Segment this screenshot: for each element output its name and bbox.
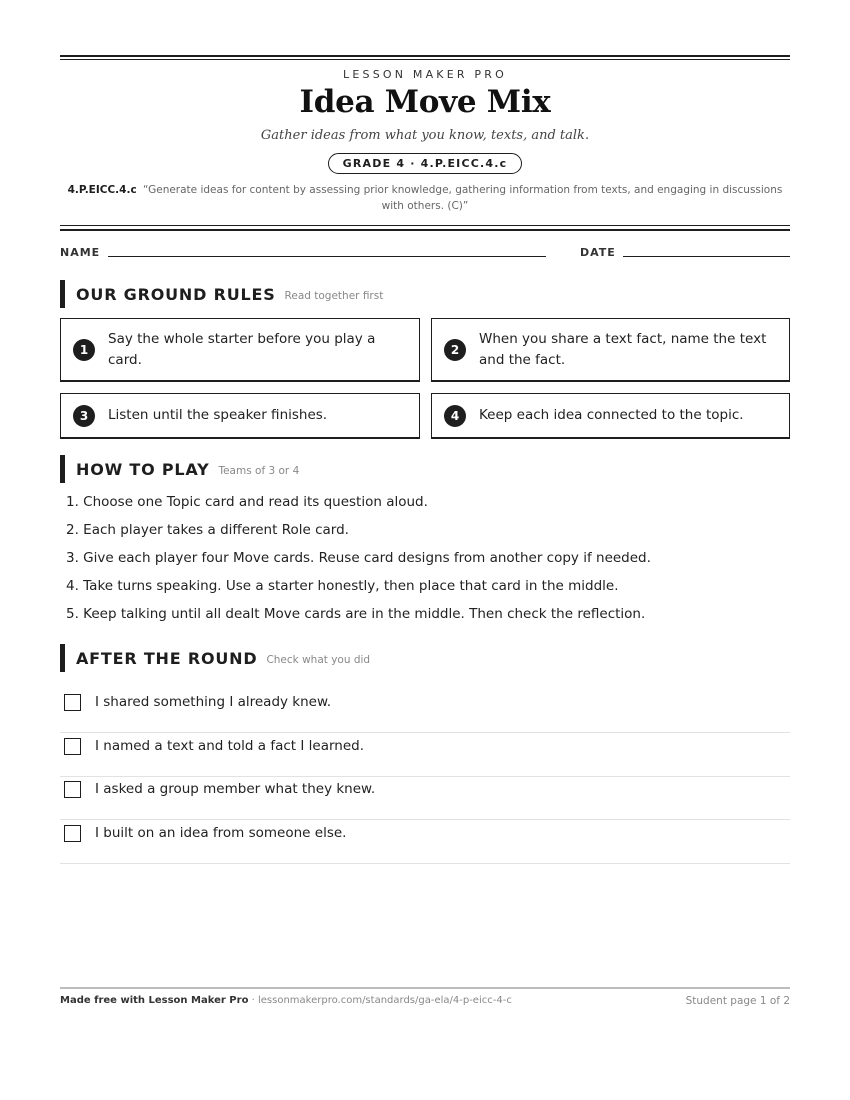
ground-rule-card [431,393,790,439]
name-field[interactable] [108,256,546,257]
ground-rule-card [60,318,420,382]
rule-number-badge: 2 [444,339,466,361]
standard-text: “Generate ideas for content by assessing prior knowledge, gathering information from texts, and engaging in discussions with others. (C)” [143,184,783,212]
reflection-item [60,821,790,864]
standard-description [60,182,790,214]
date-field[interactable] [623,256,790,257]
divider-thin [60,225,790,226]
rule-number-badge: 1 [73,339,95,361]
standard-code: 4.P.EICC.4.c [67,184,137,196]
play-step: 5. Keep talking until all dealt Move cards are in the middle. Then check the reflection. [66,606,646,622]
name-label: NAME [60,246,101,259]
reflection-text: I asked a group member what they knew. [95,781,376,797]
ground-rules-title: OUR GROUND RULES [76,284,276,304]
reflection-checkbox[interactable] [64,825,81,842]
ground-rules-subtitle: Read together first [284,289,384,302]
page-subtitle: Gather ideas from what you know, texts, and talk. [260,128,590,143]
rule-number-badge: 3 [73,405,95,427]
reflection-text: I shared something I already knew. [95,694,332,710]
divider-thick [60,229,790,231]
reflection-item [60,734,790,777]
ground-rule-card [431,318,790,382]
header-rule-thin [60,59,790,60]
ground-rules-heading [60,280,383,308]
rule-text: Say the whole starter before you play a card. [108,330,376,368]
worksheet-page [60,0,790,1100]
play-step: 4. Take turns speaking. Use a starter honestly, then place that card in the middle. [66,578,619,594]
grade-badge: GRADE 4 · 4.P.EICC.4.c [328,153,523,174]
ground-rule-card [60,393,420,439]
date-label: DATE [580,246,616,259]
how-to-play-subtitle: Teams of 3 or 4 [218,464,300,477]
after-round-subtitle: Check what you did [266,653,371,666]
rule-number-badge: 4 [444,405,466,427]
play-step: 2. Each player takes a different Role card. [66,522,349,538]
page-title: Idea Move Mix [299,84,551,120]
reflection-checkbox[interactable] [64,738,81,755]
footer-url[interactable]: · lessonmakerpro.com/standards/ga-ela/4-p-eicc-4-c [248,995,512,1006]
header-rule-thick [60,55,790,57]
reflection-item [60,690,790,733]
reflection-item [60,777,790,820]
after-round-title: AFTER THE ROUND [76,648,258,668]
footer-rule [60,987,790,989]
reflection-text: I named a text and told a fact I learned. [95,738,365,754]
reflection-text: I built on an idea from someone else. [95,825,347,841]
rule-text: Keep each idea connected to the topic. [479,407,744,423]
after-round-heading [60,644,370,672]
play-step: 3. Give each player four Move cards. Reuse card designs from another copy if needed. [66,550,651,566]
footer-credit [60,995,512,1006]
how-to-play-title: HOW TO PLAY [76,459,210,479]
reflection-checkbox[interactable] [64,781,81,798]
footer-page-number: Student page 1 of 2 [685,995,790,1007]
play-step: 1. Choose one Topic card and read its question aloud. [66,494,428,510]
play-steps-list [60,490,651,630]
rule-text: Listen until the speaker finishes. [108,407,328,423]
rule-text: When you share a text fact, name the text and the fact. [479,330,767,368]
brand-label: LESSON MAKER PRO [343,68,507,81]
how-to-play-heading [60,455,299,483]
footer-made-with: Made free with Lesson Maker Pro [60,995,249,1006]
grade-badge-wrap [60,152,790,174]
reflection-checkbox[interactable] [64,694,81,711]
